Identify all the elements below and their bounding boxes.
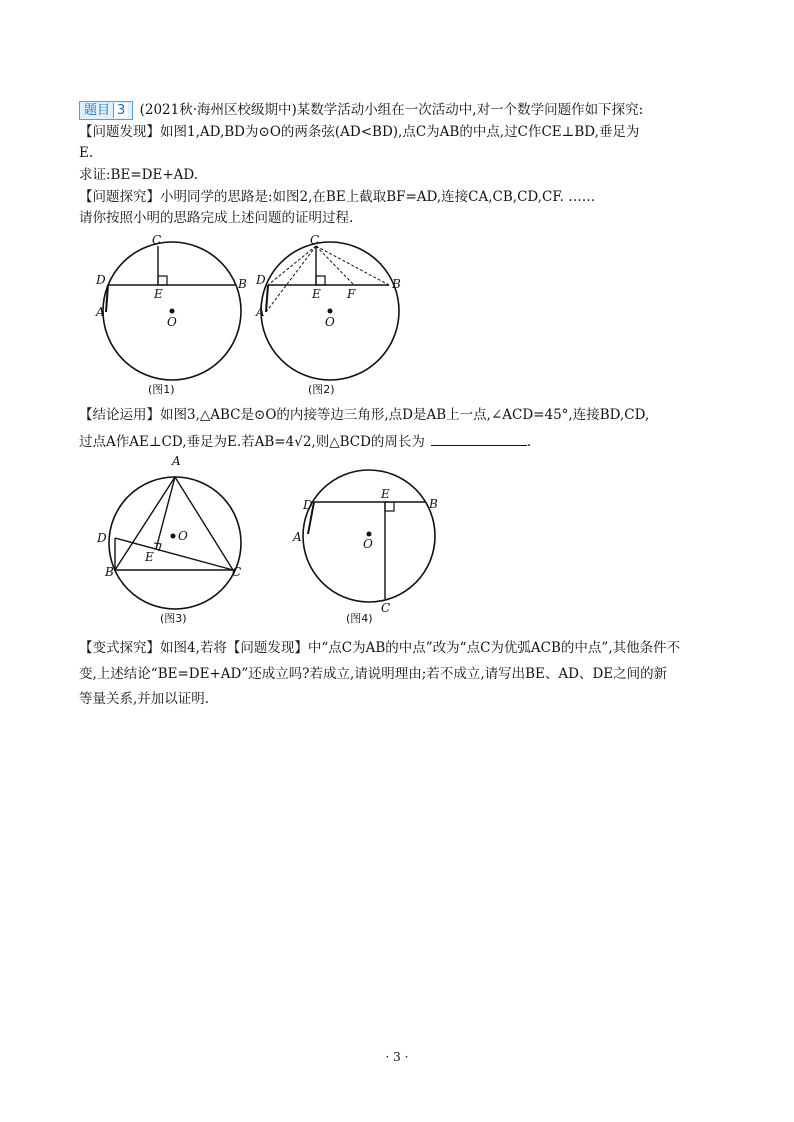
fig2-label-c: C	[310, 233, 320, 247]
fig2-label-d: D	[256, 273, 266, 287]
discovery-line-2: E.	[79, 145, 94, 161]
apply-line-2: 过点A作AE⊥CD,垂足为E.若AB=4√2,则△BCD的周长为 .	[79, 431, 531, 452]
page-number: · 3 ·	[385, 1050, 409, 1064]
fig4-caption: (图4)	[346, 612, 373, 625]
fig1-label-a: A	[96, 305, 105, 319]
explore-line-1: 【问题探究】小明同学的思路是:如图2,在BE上截取BF=AD,连接CA,CB,CD,CF. ……	[79, 189, 596, 205]
fig1-label-c: C	[152, 233, 162, 247]
prove-statement: 求证:BE=DE+AD.	[79, 167, 199, 183]
fig3-label-e: E	[145, 550, 154, 564]
fig3-caption: (图3)	[160, 612, 187, 625]
fig1-label-d: D	[96, 273, 106, 287]
apply-line-1: 【结论运用】如图3,△ABC是⊙O的内接等边三角形,点D是AB上一点,∠ACD=45°,连接BD,CD,	[79, 407, 650, 423]
figure-3	[93, 452, 253, 632]
fig4-label-c: C	[381, 601, 391, 615]
fig4-label-b: B	[429, 497, 438, 511]
figure-4	[285, 452, 445, 632]
fig2-label-f: F	[347, 287, 356, 301]
fig4-label-a: A	[293, 530, 302, 544]
fig3-label-b: B	[105, 565, 114, 579]
figure-2	[252, 228, 412, 398]
fig3-label-o: O	[178, 529, 188, 543]
fig2-label-o: O	[325, 315, 335, 329]
fig1-label-o: O	[167, 315, 177, 329]
fig2-label-b: B	[392, 277, 401, 291]
fig4-label-e: E	[381, 487, 390, 501]
figure-1	[92, 228, 252, 398]
variant-line-3: 等量关系,并加以证明.	[79, 691, 210, 707]
variant-line-2: 变,上述结论“BE=DE+AD”还成立吗?若成立,请说明理由;若不成立,请写出BE、AD、DE之间的新	[79, 666, 668, 682]
variant-line-1: 【变式探究】如图4,若将【问题发现】中“点C为AB的中点”改为“点C为优弧ACB的中点”,其他条件不	[79, 640, 681, 656]
fig1-label-e: E	[154, 287, 163, 301]
fig2-caption: (图2)	[308, 383, 335, 396]
fig2-label-a: A	[256, 305, 265, 319]
discovery-line-1: 【问题发现】如图1,AD,BD为⊙O的两条弦(AD<BD),点C为AB的中点,过C作CE⊥BD,垂足为	[79, 124, 640, 140]
explore-line-2: 请你按照小明的思路完成上述问题的证明过程.	[79, 210, 354, 226]
fig3-label-d: D	[97, 531, 107, 545]
fig3-label-c: C	[232, 565, 242, 579]
fig2-label-e: E	[312, 287, 321, 301]
fig1-caption: (图1)	[148, 383, 175, 396]
fig4-label-o: O	[363, 537, 373, 551]
fig4-label-d: D	[303, 498, 313, 512]
apply-text: 过点A作AE⊥CD,垂足为E.若AB=4√2,则△BCD的周长为	[79, 434, 425, 450]
fig1-label-b: B	[238, 277, 247, 291]
problem-tag: 题目 3	[79, 101, 133, 120]
problem-header	[79, 100, 643, 120]
fig3-label-a: A	[172, 454, 181, 468]
answer-blank[interactable]	[431, 431, 527, 446]
problem-intro: (2021秋·海州区校级期中)某数学活动小组在一次活动中,对一个数学问题作如下探究:	[139, 102, 644, 118]
